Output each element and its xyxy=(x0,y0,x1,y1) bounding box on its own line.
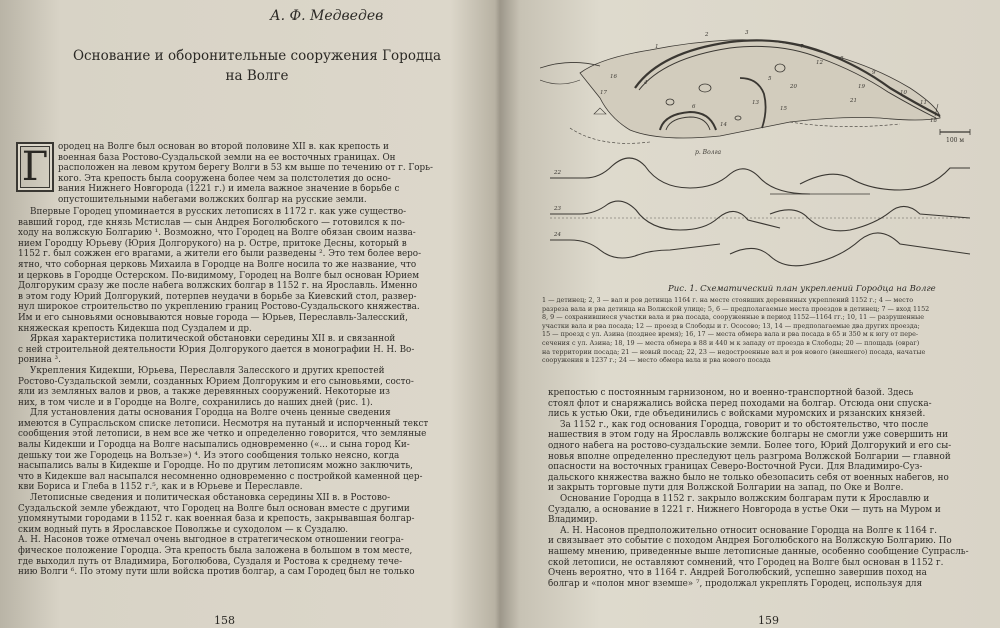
profile-label-22: 22 xyxy=(554,170,561,176)
scale-label: 100 м xyxy=(946,137,965,144)
page-number-right: 159 xyxy=(758,614,779,627)
text-line: Яркая характеристика политической обстановки середины XII в. и связанной xyxy=(30,334,396,345)
figure-caption: Рис. 1. Схематический план укреплений Городца на Волге xyxy=(668,284,936,294)
plan-label-5: 5 xyxy=(768,76,772,82)
text-line: Для установления даты основания Городца на Волге очень ценные сведения xyxy=(30,408,391,419)
plan-label-7: 7 xyxy=(800,44,804,50)
text-line: ятно, что соборная церковь Михаила в Городце на Волге носила то же название, что xyxy=(18,259,417,270)
text-line: дешьку тои же Городець на Волъзе») ⁴. Из этого сообщения только неясно, когда xyxy=(18,450,400,461)
text-line: За 1152 г., как год основания Городца, говорит и то обстоятельство, что после xyxy=(560,419,929,430)
text-line: вавший город, где князь Мстислав — сын Андрея Боголюбского — готовился к по- xyxy=(18,217,405,228)
page-number-left: 158 xyxy=(214,614,235,627)
text-line: болгар и «полон мног вземше» ⁷, продолжал укреплять Городец, используя для xyxy=(548,578,922,589)
article-title xyxy=(62,46,452,86)
text-line: 1152 г. был сожжен его врагами, а жители его были разведены ². Это тем более веро- xyxy=(18,249,422,260)
profile-sections xyxy=(550,158,970,266)
text-line: Долгоруким сразу же после набега волжских болгар в 1152 г. на Ярославль. Именно xyxy=(18,281,418,292)
text-line: Основание Городца в 1152 г. закрыло волжским болгарам пути к Ярославлю и xyxy=(560,493,930,504)
plan-label-8: 8 xyxy=(840,56,844,62)
right-body-text xyxy=(548,388,988,589)
text-line: ской летописи, не оставляют сомнений, что Городец на Волге был основан в 1152 г. xyxy=(548,557,944,568)
text-line: Впервые Городец упоминается в русских летописях в 1172 г. как уже существо- xyxy=(30,207,407,217)
text-line: Суздалю, а основание в 1221 г. Нижнего Новгорода в устье Оки — путь на Муром и xyxy=(548,504,941,515)
text-line: стоял флот и снаряжались войска перед походами на болгар. Отсюда они спуска- xyxy=(548,398,932,409)
plan-label-1: 1 xyxy=(655,44,659,50)
plan-label-2: 2 xyxy=(705,32,709,38)
plan-label-13: 13 xyxy=(752,100,759,106)
text-line: имеются в Супрасльском списке летописи. Несмотря на путаный и испорченный текст xyxy=(18,418,429,429)
text-line: лись к устью Оки, где объединились с войсками муромских и рязанских князей. xyxy=(548,409,926,420)
text-line: упомянутыми городами в 1152 г. как военная база и крепость, закрывавшая болгар- xyxy=(18,514,415,525)
text-line: Летописные сведения и политическая обстановка середины XII в. в Ростово- xyxy=(30,493,391,504)
profile-number-labels xyxy=(553,170,561,238)
figure-legend xyxy=(542,296,982,365)
plan-label-20: 20 xyxy=(790,84,797,90)
plan-label-17: 17 xyxy=(600,90,607,96)
text-line: с ней строительной деятельности Юрия Долгорукого дается в монографии Н. Н. Во- xyxy=(18,344,415,355)
text-line: что в Кидекше вал насыпался несомненно одновременно с постройкой каменной цер- xyxy=(18,471,423,482)
plan-label-11: 11 xyxy=(920,100,927,106)
text-line: Ростово-Суздальской земли, созданных Юрием Долгоруким и его сыновьями, состо- xyxy=(18,376,414,387)
text-line: ронина ³. xyxy=(18,355,61,366)
text-line: ским водный путь в Ярославское Поволжье и суходолом — к Суздалю. xyxy=(18,524,349,535)
text-line: вания Нижнего Новгорода (1221 г.) и имела важное значение в борьбе с xyxy=(58,184,400,195)
text-line: кого. Эта крепость была сооружена более чем за полстолетия до осно- xyxy=(58,173,391,184)
profile-label-23: 23 xyxy=(554,206,561,212)
fortification-plan-svg xyxy=(540,18,980,280)
text-line: опасности на восточных границах Северо-Восточной Руси. Для Владимиро-Суз- xyxy=(548,462,923,473)
text-line: сечения с ул. Азина; 18, 19 — места обмера в 88 и 440 м к западу от проезда в Слободы; 20 — площадь (овраг) xyxy=(542,338,920,347)
plan-label-4: 4 xyxy=(644,80,648,86)
text-line: яли из земляных валов и рвов, а также деревянных сооружений. Некоторые из xyxy=(18,387,390,398)
text-line: Укрепления Кидекши, Юрьева, Переславля Залесского и других крепостей xyxy=(30,365,385,376)
author-name: А. Ф. Медведев xyxy=(270,8,384,24)
text-line: участки вала и рва посада; 12 — проезд в Слободы и г. Ососово; 13, 14 — предполагаемые два других проезда; xyxy=(542,321,920,330)
text-line: 1 — детинец; 2, 3 — вал и ров детинца 1164 г. на месте стоявших деревянных укреплений 1152 г.; 4 — место xyxy=(542,296,914,304)
text-line: сообщения этой летописи, в нем все же четко и определенно говорится, что земляные xyxy=(18,429,427,440)
text-line: ородец на Волге был основан во второй половине XII в. как крепость и xyxy=(58,142,389,152)
text-line: расположен на левом крутом берегу Волги в 53 км выше по течению от г. Горь- xyxy=(58,163,433,174)
text-line: сооружения в 1237 г.; 24 — место обмера вала и рва нового посада xyxy=(542,356,771,365)
plan-label-19: 19 xyxy=(858,84,865,90)
text-line: и связывает это событие с походом Андрея Боголюбского на Волжскую Болгарию. По xyxy=(548,536,952,547)
plan-label-15: 15 xyxy=(780,106,787,112)
plan-label-3: 3 xyxy=(745,30,749,36)
text-line: валы Кидекши и Городца на Волге насыпались одновременно («... и сына город Ки- xyxy=(18,440,410,451)
text-line: Владимир. xyxy=(548,515,598,526)
text-line: нию Волги ⁶. По этому пути шли войска против болгар, а сам Городец был не только xyxy=(18,567,415,578)
text-line: разреза вала и рва детинца на Волжской улице; 5, 6 — предполагаемые места проездов в детинец; 7 — вход 1152 xyxy=(542,304,930,313)
text-line: Им и его сыновьями основываются новые города — Юрьев, Переславль-Залесский, xyxy=(18,312,408,323)
profile-label-24: 24 xyxy=(554,232,561,238)
text-line: А. Н. Насонов тоже отмечал очень выгодное в стратегическом отношении геогра- xyxy=(18,535,404,546)
text-line: и церковь в Городце Остерском. По-видимому, Городец на Волге был основан Юрием xyxy=(18,270,420,281)
text-line: 8, 9 — сохранившиеся участки вала и рва посада, сооруженные в период 1152—1164 гг.; 10, 11 — разрушенные xyxy=(542,313,924,322)
plan-label-12: 12 xyxy=(816,60,823,66)
left-page xyxy=(0,0,498,628)
text-line: дальского княжества важно было не только обезопасить себя от военных набегов, но xyxy=(548,472,949,483)
text-line: нул широкое строительство по укреплению границ Ростово-Суздальского княжества. xyxy=(18,302,420,313)
text-line: кви Бориса и Глеба в 1152 г.⁵, как и в Юрьеве и Переславле. xyxy=(18,482,303,493)
plan-label-9: 9 xyxy=(872,70,876,76)
title-line-2: на Волге xyxy=(225,68,289,84)
plan-label-14: 14 xyxy=(720,122,727,128)
title-line-1: Основание и оборонительные сооружения Городца xyxy=(72,48,441,64)
text-line: крепостью с постоянным гарнизоном, но и военно-транспортной базой. Здесь xyxy=(548,388,914,398)
text-line: насыпались валы в Кидекше и Городце. Но по другим летописям можно заключить, xyxy=(18,461,413,472)
text-line: Очень вероятно, что в 1164 г. Андрей Боголюбский, успешно завершив поход на xyxy=(548,568,927,579)
river-label: р. Волга xyxy=(695,149,722,156)
text-line: А. Н. Насонов предположительно относит основание Городца на Волге к 1164 г. xyxy=(560,525,938,536)
intro-paragraph xyxy=(58,142,458,206)
text-line: новья вполне определенно преследуют цель разгрома Волжской Болгарии — главной xyxy=(548,451,951,462)
text-line: на территории посада; 21 — новый посад; 22, 23 — недостроенные вал и ров нового (внешнего) посада, начатые xyxy=(542,347,926,356)
text-line: где выходил путь от Владимира, Боголюбова, Суздаля и Ростова к среднему тече- xyxy=(18,556,403,567)
text-line: 15 — проезд с ул. Азина (позднее время); 16, 17 — места обмера вала и рва посада в 65 и 350 м к югу от пере- xyxy=(542,330,919,339)
text-line: опустошительными набегами волжских болгар на русские земли. xyxy=(58,194,367,205)
drop-cap: Г xyxy=(16,142,54,192)
text-line: нием Городцу Юрьеву (Юрия Долгорукого) на р. Остре, притоке Десны, который в xyxy=(18,238,407,249)
text-line: них, в том числе и в Городце на Волге, сохранились до наших дней (рис. 1). xyxy=(18,397,373,408)
plan-label-18: 18 xyxy=(930,118,937,124)
text-line: и закрыть торговые пути для Волжской Болгарии на запад, по Оке и Волге. xyxy=(548,483,904,494)
text-line: одного набега на ростово-суздальские земли. Более того, Юрий Долгорукий и его сы- xyxy=(548,440,952,451)
text-line: нашему мнению, приведенные выше летописные данные, особенно сообщение Супрасль- xyxy=(548,546,969,557)
plan-label-6: 6 xyxy=(692,104,696,110)
right-page xyxy=(508,0,1000,628)
plan-label-16: 16 xyxy=(610,74,617,80)
text-line: ходу на волжскую Болгарию ¹. Возможно, что Городец на Волге обязан своим назва- xyxy=(18,228,416,239)
fortification-plan-figure xyxy=(540,18,980,280)
plan-label-21: 21 xyxy=(850,98,857,104)
text-line: военная база Ростово-Суздальской земли на ее восточных границах. Он xyxy=(58,152,396,163)
plan-label-10: 10 xyxy=(900,90,907,96)
text-line: Суздальской земле убеждают, что Городец на Волге был основан вместе с другими xyxy=(18,503,410,514)
left-body-text xyxy=(18,207,458,578)
text-line: фическое положение Городца. Эта крепость была заложена в большом в том месте, xyxy=(18,546,413,556)
text-line: княжеская крепость Кидекша под Суздалем и др. xyxy=(18,323,252,334)
text-line: в этом году Юрий Долгорукий, потерпев неудачи в борьбе за Киевский стол, развер- xyxy=(18,291,417,302)
text-line: нашествия в этом году на Ярославль волжские болгары не смогли уже совершить ни xyxy=(548,430,949,441)
